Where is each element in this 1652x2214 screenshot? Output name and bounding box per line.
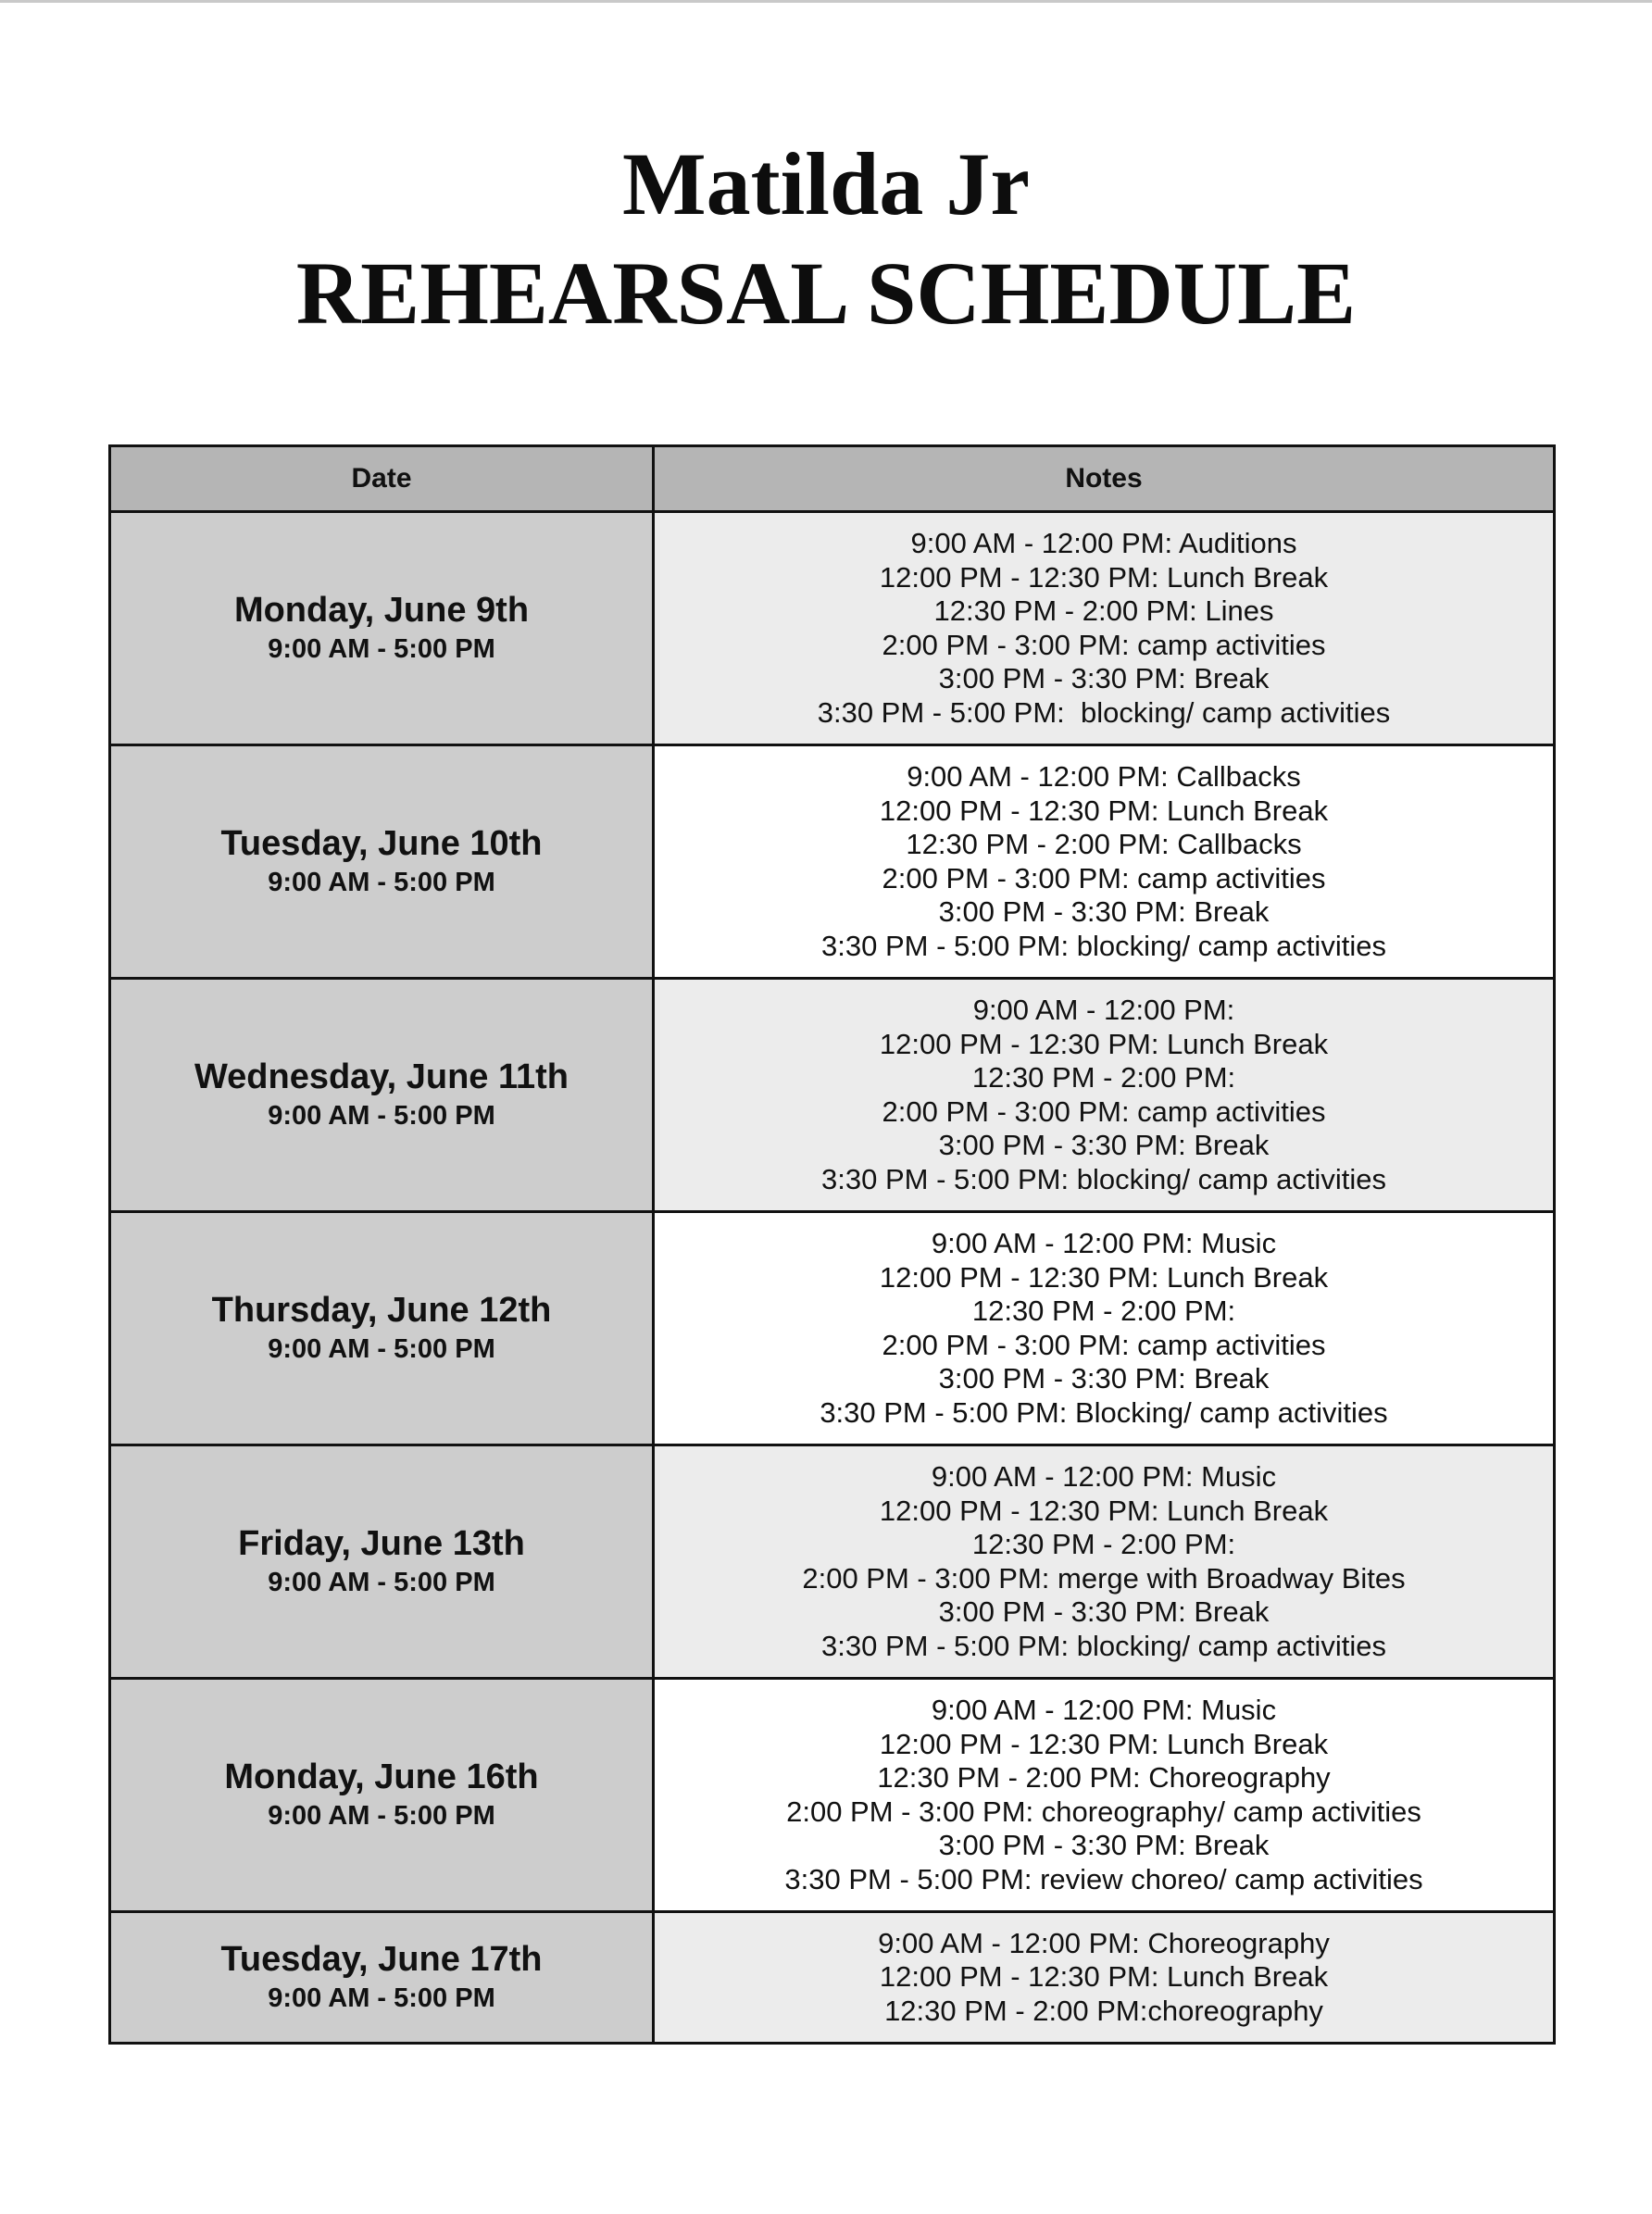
notes-cell [654,979,1555,1212]
note-line: 12:30 PM - 2:00 PM: Choreography [877,1761,1331,1794]
date-cell [110,1212,654,1445]
day-hours: 9:00 AM - 5:00 PM [268,1983,495,2013]
day-hours: 9:00 AM - 5:00 PM [268,1333,495,1364]
notes-cell [654,1912,1555,2044]
day-name: Monday, June 16th [224,1757,539,1796]
table-row [110,1679,1555,1912]
day-name: Friday, June 13th [238,1523,525,1563]
note-line: 3:30 PM - 5:00 PM: blocking/ camp activities [817,695,1391,729]
note-line: 12:30 PM - 2:00 PM: Callbacks [906,828,1302,860]
note-line: 9:00 AM - 12:00 PM: Auditions [910,527,1297,559]
note-line: 3:30 PM - 5:00 PM: Blocking/ camp activities [820,1395,1388,1429]
title-line-2: REHEARSAL SCHEDULE [295,244,1357,343]
day-name: Thursday, June 12th [211,1290,552,1330]
day-name: Monday, June 9th [233,590,530,630]
note-line: 3:00 PM - 3:30 PM: Break [938,1362,1270,1395]
table-row [110,745,1555,979]
note-line: 9:00 AM - 12:00 PM: [972,994,1235,1026]
note-line: 9:00 AM - 12:00 PM: Music [931,1227,1277,1259]
note-line: 2:00 PM - 3:00 PM: camp activities [882,861,1326,894]
notes-cell [654,1679,1555,1912]
date-cell [110,745,654,979]
note-line: 3:00 PM - 3:30 PM: Break [938,1829,1270,1861]
note-line: 3:00 PM - 3:30 PM: Break [938,662,1270,694]
note-line: 12:30 PM - 2:00 PM: Lines [933,594,1274,627]
note-line: 2:00 PM - 3:00 PM: camp activities [882,1328,1326,1361]
note-line: 2:00 PM - 3:00 PM: merge with Broadway Bites [802,1561,1406,1595]
table-row [110,1445,1555,1679]
note-line: 9:00 AM - 12:00 PM: Choreography [878,1926,1330,1959]
day-hours: 9:00 AM - 5:00 PM [268,1100,495,1131]
notes-cell [654,745,1555,979]
note-line: 9:00 AM - 12:00 PM: Music [931,1460,1277,1493]
note-line: 2:00 PM - 3:00 PM: camp activities [882,628,1326,661]
table-row [110,1212,1555,1445]
note-line: 3:30 PM - 5:00 PM: review choreo/ camp activities [784,1862,1423,1895]
note-line: 12:30 PM - 2:00 PM:choreography [884,1994,1323,2027]
note-line: 12:00 PM - 12:30 PM: Lunch Break [879,1960,1329,1994]
day-name: Tuesday, June 17th [220,1939,543,1979]
note-line: 12:00 PM - 12:30 PM: Lunch Break [879,1027,1329,1060]
note-line: 3:30 PM - 5:00 PM: blocking/ camp activities [821,929,1386,962]
day-hours: 9:00 AM - 5:00 PM [268,867,495,897]
note-line: 12:00 PM - 12:30 PM: Lunch Break [879,1727,1329,1760]
note-line: 2:00 PM - 3:00 PM: choreography/ camp activities [786,1795,1421,1828]
notes-column-header: Notes [654,446,1555,512]
notes-cell [654,1212,1555,1445]
schedule-table [108,444,1556,2045]
table-row [110,1912,1555,2044]
day-name: Tuesday, June 10th [220,823,543,863]
day-hours: 9:00 AM - 5:00 PM [268,1800,495,1831]
note-line: 3:00 PM - 3:30 PM: Break [938,1129,1270,1161]
note-line: 9:00 AM - 12:00 PM: Music [931,1694,1277,1726]
note-line: 12:00 PM - 12:30 PM: Lunch Break [879,1494,1329,1527]
date-cell [110,1679,654,1912]
table-header-row [110,446,1555,512]
note-line: 3:00 PM - 3:30 PM: Break [938,1595,1270,1628]
date-cell [110,979,654,1212]
table-row [110,979,1555,1212]
date-cell [110,1445,654,1679]
table-row [110,512,1555,745]
note-line: 2:00 PM - 3:00 PM: camp activities [882,1094,1326,1128]
day-hours: 9:00 AM - 5:00 PM [268,633,495,664]
date-column-header: Date [110,446,654,512]
note-line: 9:00 AM - 12:00 PM: Callbacks [907,760,1301,793]
document-title [0,130,1652,348]
notes-cell [654,1445,1555,1679]
title-line-1: Matilda Jr [622,134,1030,233]
note-line: 12:30 PM - 2:00 PM: [971,1061,1236,1094]
note-line: 12:00 PM - 12:30 PM: Lunch Break [879,560,1329,594]
top-rule [0,0,1652,3]
day-hours: 9:00 AM - 5:00 PM [268,1567,495,1597]
note-line: 12:30 PM - 2:00 PM: [971,1528,1236,1560]
date-cell [110,1912,654,2044]
note-line: 12:30 PM - 2:00 PM: [971,1295,1236,1327]
day-name: Wednesday, June 11th [194,1057,569,1096]
note-line: 3:00 PM - 3:30 PM: Break [938,895,1270,928]
note-line: 12:00 PM - 12:30 PM: Lunch Break [879,794,1329,827]
note-line: 3:30 PM - 5:00 PM: blocking/ camp activities [821,1629,1386,1662]
date-cell [110,512,654,745]
note-line: 12:00 PM - 12:30 PM: Lunch Break [879,1260,1329,1294]
notes-cell [654,512,1555,745]
note-line: 3:30 PM - 5:00 PM: blocking/ camp activities [821,1162,1386,1195]
